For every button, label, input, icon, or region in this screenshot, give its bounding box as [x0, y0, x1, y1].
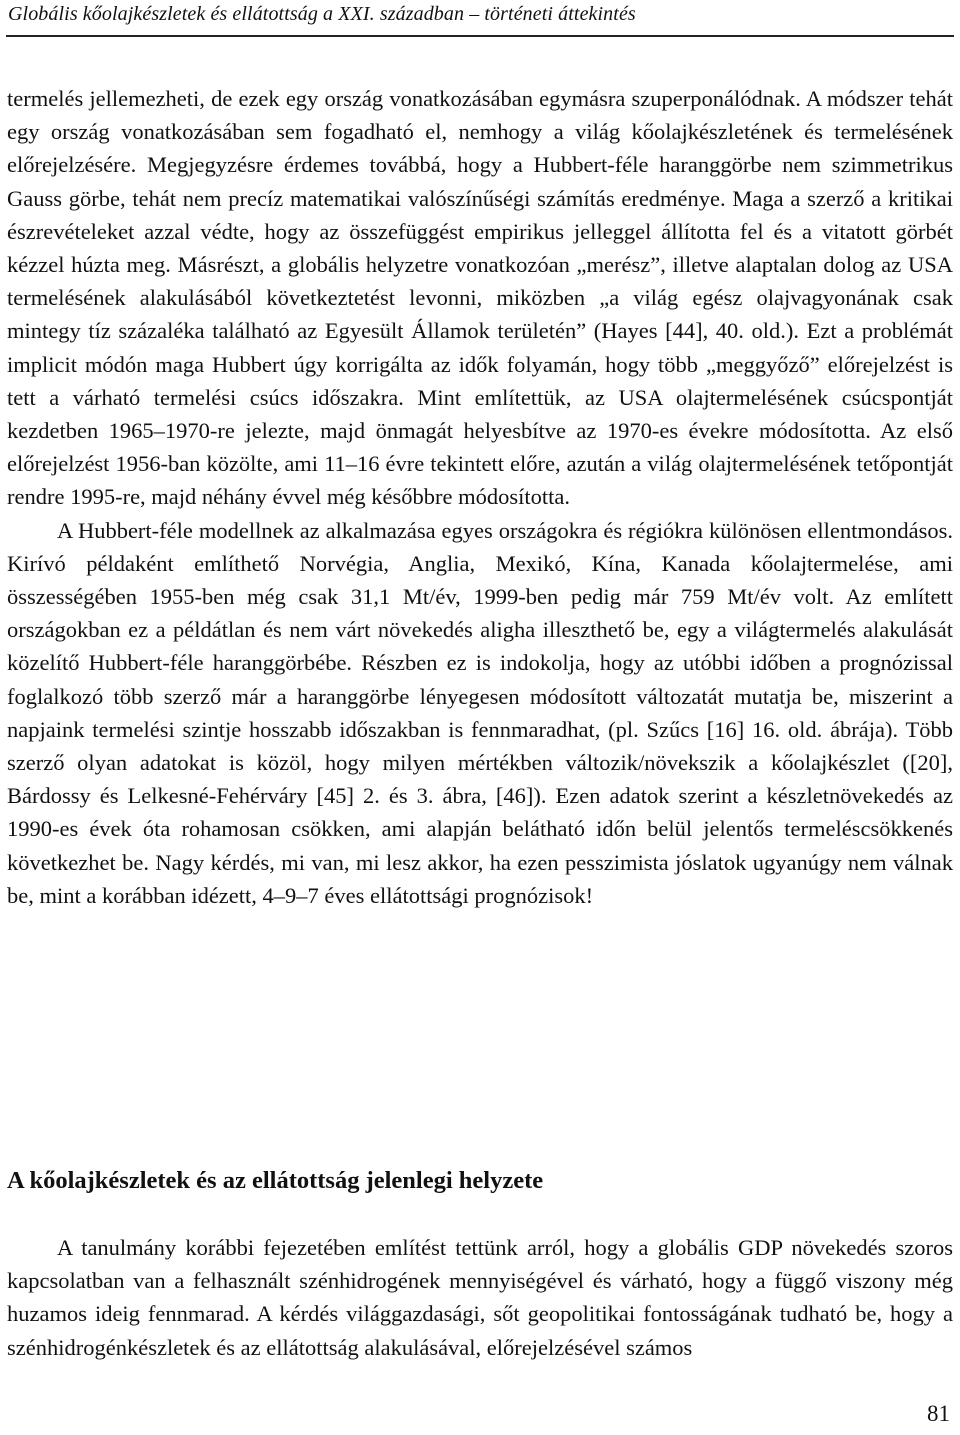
paragraph-section-intro: A tanulmány korábbi fejezetében említést tettünk arról, hogy a globális GDP növekedés szoros kapcsolatban van a felhasznált szénhidrogének mennyiségével és várható, hogy a függő viszony még huzamos ideig fennmarad. A kérdés világgazdasági, sőt geopolitikai fontosságának tudható be, hogy a szénhidrogénkészletek és az ellátottság alakulásával, előrejelzésével számos [7, 1235, 953, 1360]
body-text-top [7, 82, 953, 912]
paragraph-hubbert-regional: A Hubbert-féle modellnek az alkalmazása egyes országokra és régiókra különösen ellentmondásos. Kirívó példaként említhető Norvégia, Anglia, Mexikó, Kína, Kanada kőolajtermelése, ami összességében 1955-ben még csak 31,1 Mt/év, 1999-ben pedig már 759 Mt/év volt. Az említett országokban ez a példátlan és nem várt növekedés aligha illeszthető be, egy a világtermelés alakulását közelítő Hubbert-féle haranggörbébe. Részben ez is indokolja, hogy az utóbbi időben a prognózissal foglalkozó több szerző már a haranggörbe lényegesen módosított változatát mutatja be, miszerint a napjaink termelési szintje hosszabb időszakban is fennmaradhat, (pl. Szűcs [16] 16. old. ábrája). Több szerző olyan adatokat is közöl, hogy milyen mértékben változik/növekszik a kőolajkészlet ([20], Bárdossy és Lelkesné-Fehérváry [45] 2. és 3. ábra, [46]). Ezen adatok szerint a készletnövekedés az 1990-es évek óta rohamosan csökken, ami alapján belátható időn belül jelentős termeléscsökkenés következhet be. Nagy kérdés, mi van, mi lesz akkor, ha ezen pesszimista jóslatok ugyanúgy nem válnak be, mint a korábban idézett, 4–9–7 éves ellátottsági prognózisok! [7, 517, 953, 908]
running-header: Globális kőolajkészletek és ellátottság a XXI. században – történeti áttekintés [8, 3, 636, 25]
page-number: 81 [927, 1401, 950, 1426]
body-text-section [7, 1231, 953, 1364]
header-rule [6, 35, 954, 37]
section-heading: A kőolajkészletek és az ellátottság jelenlegi helyzete [7, 1167, 544, 1194]
paragraph-hubbert-critique: termelés jellemezheti, de ezek egy ország vonatkozásában egymásra szuperponálódnak. A módszer tehát egy ország vonatkozásában sem fogadható el, nemhogy a világ kőolajkészletének és termelésének előrejelzésére. Megjegyzésre érdemes továbbá, hogy a Hubbert-féle haranggörbe nem szimmetrikus Gauss görbe, tehát nem precíz matematikai valószínűségi számítás eredménye. Maga a szerző a kritikai észrevételeket azzal védte, hogy az összefüggést empirikus jelleggel állította fel és a vitatott görbét kézzel húzta meg. Másrészt, a globális helyzetre vonatkozóan „merész”, illetve alaptalan dolog az USA termelésének alakulásából következtetést levonni, miközben „a világ egész olajvagyonának csak mintegy tíz százaléka található az Egyesült Államok területén” (Hayes [44], 40. old.). Ezt a problémát implicit módón maga Hubbert úgy korrigálta az idők folyamán, hogy több „meggyőző” előrejelzést is tett a várható termelési csúcs időszakra. Mint említettük, az USA olajtermelésének csúcspontját kezdetben 1965–1970-re jelezte, majd önmagát helyesbítve az 1970-es évekre módosította. Az első előrejelzést 1956-ban közölte, ami 11–16 évre tekintett előre, azután a világ olajtermelésének tetőpontját rendre 1995-re, majd néhány évvel még későbbre módosította. [7, 86, 953, 510]
